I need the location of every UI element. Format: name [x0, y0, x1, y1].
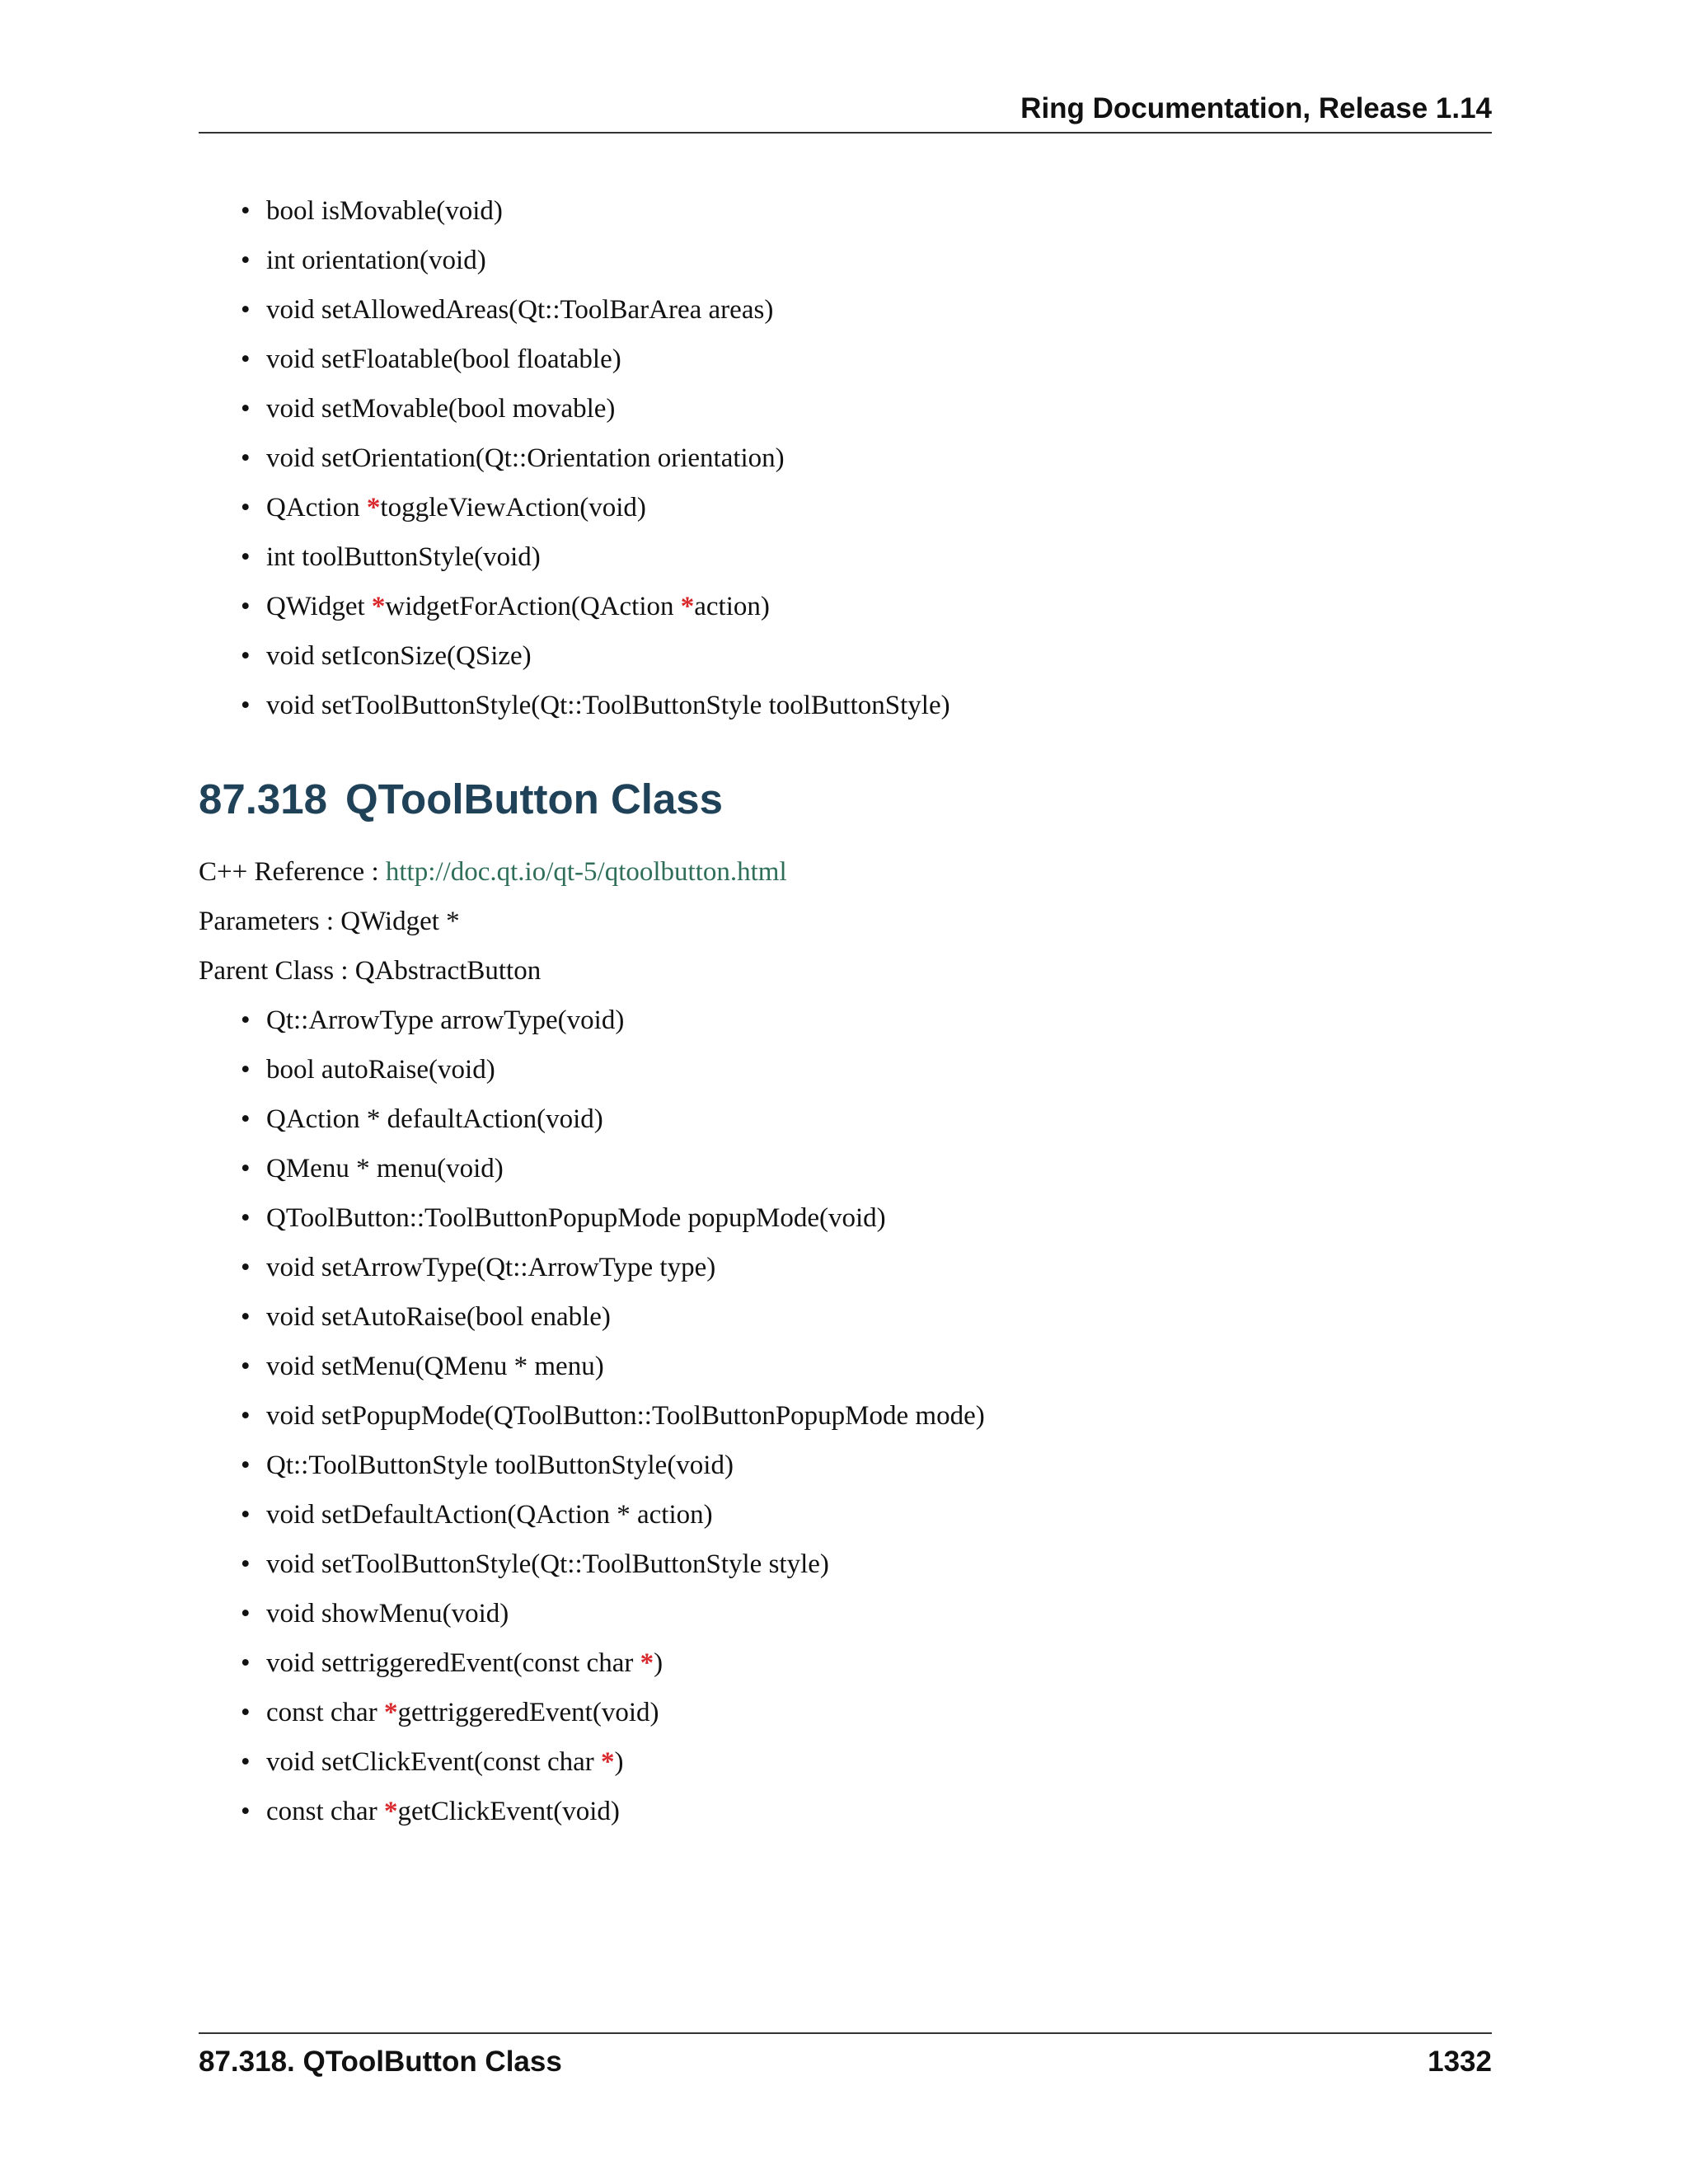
- bullet-icon: •: [241, 542, 251, 572]
- cpp-reference-link[interactable]: http://doc.qt.io/qt-5/qtoolbutton.html: [385, 857, 787, 887]
- bullet-icon: •: [241, 443, 251, 473]
- method-text: void setOrientation(Qt::Orientation orientation): [266, 443, 785, 473]
- method-item: [241, 1548, 1492, 1581]
- method-text: void setToolButtonStyle(Qt::ToolButtonStyle style): [266, 1549, 829, 1579]
- method-text: void setDefaultAction(QAction * action): [266, 1500, 713, 1530]
- method-text: void setFloatable(bool floatable): [266, 344, 621, 374]
- method-text: getClickEvent(void): [397, 1797, 620, 1826]
- bullet-icon: •: [241, 1747, 251, 1777]
- method-item: [241, 244, 1492, 277]
- bullet-icon: •: [241, 493, 251, 523]
- method-text: bool isMovable(void): [266, 196, 503, 226]
- page-content: [199, 194, 1492, 1844]
- method-text: action): [694, 592, 770, 621]
- method-item: [241, 194, 1492, 227]
- method-item: [241, 1449, 1492, 1482]
- method-item: [241, 1647, 1492, 1680]
- page-footer: [199, 2032, 1492, 2083]
- bullet-icon: •: [241, 1797, 251, 1826]
- pointer-star: *: [600, 1747, 615, 1777]
- pointer-star: *: [680, 592, 695, 621]
- method-item: [241, 1301, 1492, 1333]
- bullet-icon: •: [241, 344, 251, 374]
- method-item: [241, 1746, 1492, 1779]
- method-text: void setIconSize(QSize): [266, 641, 532, 671]
- method-text: QMenu * menu(void): [266, 1154, 504, 1183]
- method-text: void setMovable(bool movable): [266, 394, 616, 424]
- bullet-icon: •: [241, 691, 251, 720]
- bullet-icon: •: [241, 1203, 251, 1233]
- pointer-star: *: [366, 493, 381, 523]
- bullet-icon: •: [241, 1451, 251, 1480]
- bullet-icon: •: [241, 1352, 251, 1381]
- method-item: [241, 590, 1492, 623]
- previous-class-method-list: [199, 194, 1492, 722]
- method-item: [241, 1498, 1492, 1531]
- method-text: QToolButton::ToolButtonPopupMode popupMode(void): [266, 1203, 886, 1233]
- method-text: gettriggeredEvent(void): [397, 1698, 659, 1727]
- bullet-icon: •: [241, 592, 251, 621]
- method-item: [241, 689, 1492, 722]
- page-header: [199, 92, 1492, 134]
- method-text: void setAutoRaise(bool enable): [266, 1302, 611, 1332]
- method-text: ): [654, 1648, 663, 1678]
- method-item: [241, 343, 1492, 376]
- method-text: QAction: [266, 493, 367, 523]
- qtoolbutton-method-list: [199, 1004, 1492, 1828]
- method-item: [241, 640, 1492, 673]
- method-item: [241, 1202, 1492, 1235]
- method-item: [241, 442, 1492, 475]
- pointer-star: *: [383, 1797, 398, 1826]
- page-number: 1332: [1428, 2046, 1492, 2078]
- method-text: void setPopupMode(QToolButton::ToolButtonPopupMode mode): [266, 1401, 985, 1431]
- method-text: void showMenu(void): [266, 1599, 509, 1629]
- bullet-icon: •: [241, 295, 251, 325]
- cpp-reference-line: [199, 855, 1492, 888]
- method-text: bool autoRaise(void): [266, 1055, 495, 1085]
- section-number: 87.318: [199, 776, 327, 823]
- method-item: [241, 1053, 1492, 1086]
- bullet-icon: •: [241, 1005, 251, 1035]
- bullet-icon: •: [241, 1401, 251, 1431]
- bullet-icon: •: [241, 1104, 251, 1134]
- bullet-icon: •: [241, 1154, 251, 1183]
- pointer-star: *: [640, 1648, 654, 1678]
- method-text: void setToolButtonStyle(Qt::ToolButtonStyle toolButtonStyle): [266, 691, 950, 720]
- method-item: [241, 1696, 1492, 1729]
- method-text: void setClickEvent(const char: [266, 1747, 601, 1777]
- footer-section-title: 87.318. QToolButton Class: [199, 2046, 562, 2078]
- bullet-icon: •: [241, 1549, 251, 1579]
- method-text: void setMenu(QMenu * menu): [266, 1352, 604, 1381]
- method-text: const char: [266, 1797, 384, 1826]
- pointer-star: *: [383, 1698, 398, 1727]
- method-text: int orientation(void): [266, 246, 486, 275]
- method-text: Qt::ArrowType arrowType(void): [266, 1005, 625, 1035]
- bullet-icon: •: [241, 641, 251, 671]
- method-item: [241, 1103, 1492, 1136]
- cpp-reference-label: C++ Reference :: [199, 857, 386, 887]
- method-item: [241, 1795, 1492, 1828]
- method-item: [241, 1399, 1492, 1432]
- method-text: const char: [266, 1698, 384, 1727]
- bullet-icon: •: [241, 246, 251, 275]
- bullet-icon: •: [241, 1648, 251, 1678]
- method-item: [241, 392, 1492, 425]
- method-item: [241, 1004, 1492, 1037]
- method-text: toggleViewAction(void): [380, 493, 646, 523]
- method-item: [241, 1350, 1492, 1383]
- bullet-icon: •: [241, 1253, 251, 1282]
- method-text: QAction * defaultAction(void): [266, 1104, 603, 1134]
- parent-class-line: Parent Class : QAbstractButton: [199, 956, 542, 986]
- section-heading: [199, 775, 1492, 824]
- bullet-icon: •: [241, 1599, 251, 1629]
- bullet-icon: •: [241, 1500, 251, 1530]
- bullet-icon: •: [241, 196, 251, 226]
- method-item: [241, 1597, 1492, 1630]
- bullet-icon: •: [241, 1055, 251, 1085]
- section-title: QToolButton Class: [345, 776, 724, 823]
- method-text: int toolButtonStyle(void): [266, 542, 541, 572]
- method-item: [241, 491, 1492, 524]
- method-text: ): [614, 1747, 624, 1777]
- method-text: void settriggeredEvent(const char: [266, 1648, 640, 1678]
- method-text: QWidget: [266, 592, 372, 621]
- method-item: [241, 1152, 1492, 1185]
- method-text: void setAllowedAreas(Qt::ToolBarArea areas): [266, 295, 774, 325]
- bullet-icon: •: [241, 1302, 251, 1332]
- method-item: [241, 293, 1492, 326]
- bullet-icon: •: [241, 1698, 251, 1727]
- method-item: [241, 1251, 1492, 1284]
- running-title: Ring Documentation, Release 1.14: [1020, 92, 1492, 124]
- parameters-line: Parameters : QWidget *: [199, 907, 460, 936]
- method-text: widgetForAction(QAction: [385, 592, 681, 621]
- method-text: Qt::ToolButtonStyle toolButtonStyle(void): [266, 1451, 734, 1480]
- pointer-star: *: [371, 592, 386, 621]
- method-text: void setArrowType(Qt::ArrowType type): [266, 1253, 716, 1282]
- bullet-icon: •: [241, 394, 251, 424]
- method-item: [241, 541, 1492, 574]
